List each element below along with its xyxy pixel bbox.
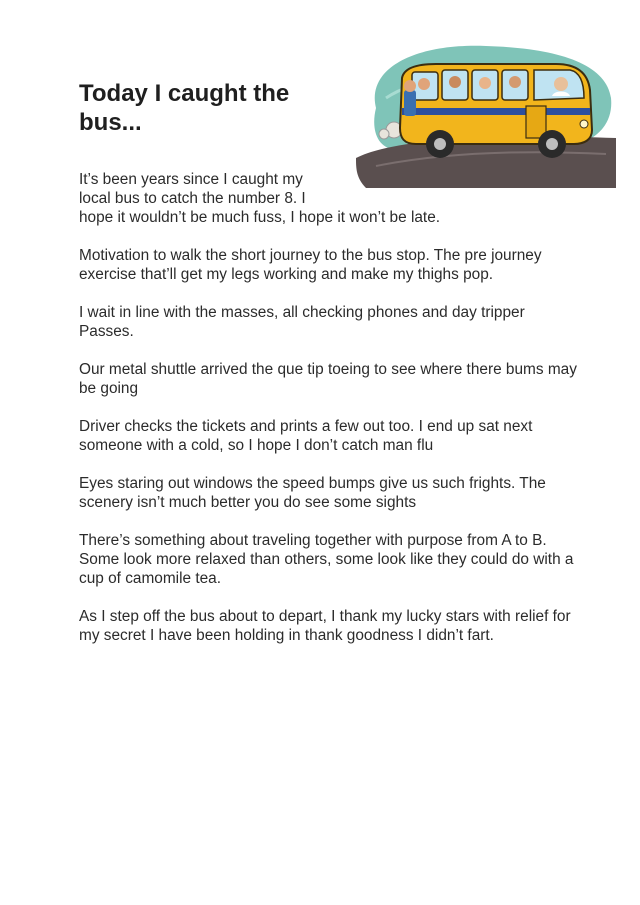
intro-line-1: It’s been years since I caught my xyxy=(79,171,303,188)
page-title xyxy=(79,79,339,137)
poem-body xyxy=(79,170,579,664)
title-line-2: bus... xyxy=(79,109,142,136)
bus-driver xyxy=(554,77,568,91)
paragraph-shuttle: Our metal shuttle arrived the que tip toeing to see where there bums may be going xyxy=(79,361,577,397)
intro-paragraph xyxy=(79,170,579,227)
bus-illustration xyxy=(356,38,616,188)
paragraph-travel: There’s something about traveling together with purpose from A to B. Some look more relaxed than others, some look like they could do with a cup of camomile tea. xyxy=(79,532,574,587)
title-line-1: Today I caught the xyxy=(79,80,290,107)
intro-line-3: hope it wouldn’t be much fuss, I hope it won’t be late. xyxy=(79,209,441,226)
bus-stripe xyxy=(402,108,590,115)
paragraph-walk: Motivation to walk the short journey to the bus stop. The pre journey exercise that’ll get my legs working and make my thighs pop. xyxy=(79,247,542,283)
paragraph-driver: Driver checks the tickets and prints a few out too. I end up sat next someone with a cold, so I hope I don’t catch man flu xyxy=(79,418,533,454)
intro-line-2: local bus to catch the number 8. I xyxy=(79,190,306,207)
paragraph-windows: Eyes staring out windows the speed bumps give us such frights. The scenery isn’t much better you do see some sights xyxy=(79,475,546,511)
paragraph-ending: As I step off the bus about to depart, I thank my lucky stars with relief for my secret I have been holding in thank goodness I didn’t fart. xyxy=(79,608,571,644)
bus-door xyxy=(526,106,546,138)
paragraph-queue: I wait in line with the masses, all checking phones and day tripper Passes. xyxy=(79,304,525,340)
